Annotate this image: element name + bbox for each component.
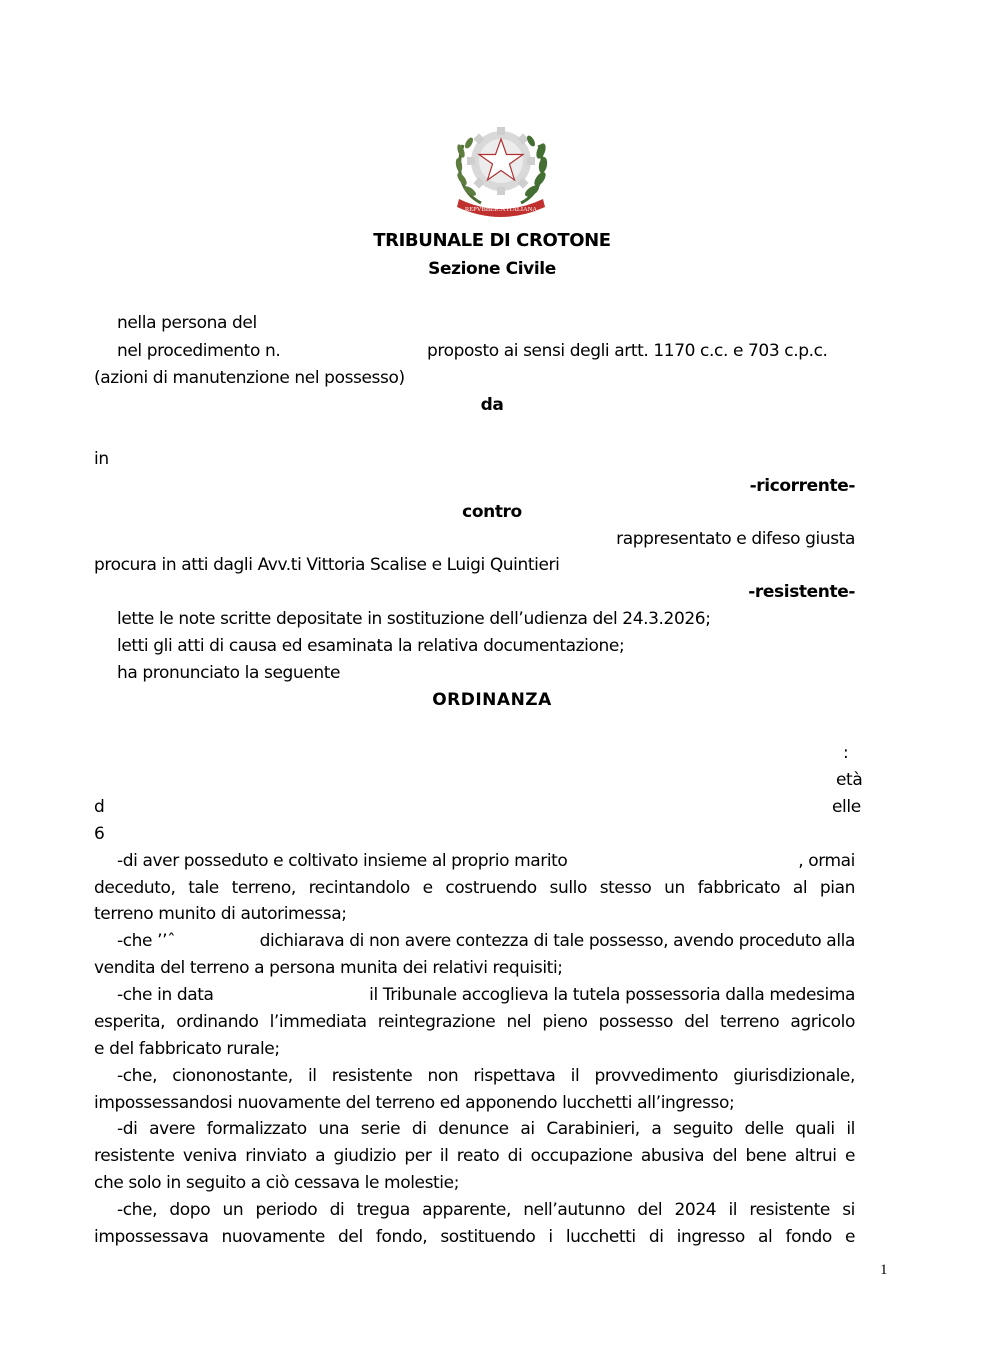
- body-line: che solo in seguito a ciò cessava le molestie;: [94, 1173, 460, 1193]
- emblem-ribbon-text: REPVBBLICA ITALIANA: [464, 206, 538, 213]
- redacted-fragment: :: [843, 743, 849, 763]
- resistente-representation: rappresentato e difeso giusta: [616, 529, 855, 549]
- preamble-line: letti gli atti di causa ed esaminata la relativa documentazione;: [117, 636, 625, 656]
- body-line: -che, ciononostante, il resistente non rispettava il provvedimento giurisdizionale,: [117, 1066, 855, 1086]
- intro-action-type: (azioni di manutenzione nel possesso): [94, 368, 405, 388]
- resistente-counsel: procura in atti dagli Avv.ti Vittoria Scalise e Luigi Quintieri: [94, 555, 560, 575]
- body-line: esperita, ordinando l’immediata reintegrazione nel pieno possesso del terreno agricolo: [94, 1012, 855, 1032]
- ordinanza-title: ORDINANZA: [432, 690, 552, 710]
- body-line: -di aver posseduto e coltivato insieme al proprio marito: [117, 851, 568, 871]
- body-line: -che, dopo un periodo di tregua apparente, nell’autunno del 2024 il resistente si: [117, 1200, 855, 1220]
- redacted-fragment: d: [94, 797, 105, 817]
- intro-proceeding-basis: proposto ai sensi degli artt. 1170 c.c. e 703 c.p.c.: [427, 341, 828, 361]
- party-da-label: da: [480, 395, 504, 415]
- page-number: 1: [880, 1262, 888, 1278]
- intro-judge-line: nella persona del: [117, 313, 257, 333]
- party-in-label: in: [94, 449, 109, 469]
- body-line: , ormai: [798, 851, 855, 871]
- preamble-line: lette le note scritte depositate in sostituzione dell’udienza del 24.3.2026;: [117, 609, 711, 629]
- body-line: deceduto, tale terreno, recintandolo e costruendo sullo stesso un fabbricato al pian: [94, 878, 855, 898]
- body-line: impossessava nuovamente del fondo, sostituendo i lucchetti di ingresso al fondo e: [94, 1227, 855, 1247]
- body-line: vendita del terreno a persona munita dei relativi requisiti;: [94, 958, 563, 978]
- body-line: -che in data: [117, 985, 214, 1005]
- body-line: impossessandosi nuovamente del terreno ed apponendo lucchetti all’ingresso;: [94, 1093, 735, 1113]
- body-line: -che ’’ˆ: [117, 931, 176, 951]
- party-contro-label: contro: [462, 502, 522, 522]
- court-name: TRIBUNALE DI CROTONE: [373, 230, 611, 251]
- redacted-fragment: elle: [832, 797, 861, 817]
- repubblica-italiana-emblem-icon: [451, 115, 551, 219]
- body-line: terreno munito di autorimessa;: [94, 904, 347, 924]
- resistente-label: -resistente-: [748, 582, 855, 602]
- ricorrente-label: -ricorrente-: [749, 476, 855, 496]
- court-section: Sezione Civile: [428, 259, 556, 279]
- redacted-fragment: 6: [94, 824, 105, 844]
- body-line: resistente veniva rinviato a giudizio per il reato di occupazione abusiva del bene altrui e: [94, 1146, 855, 1166]
- intro-proceeding-label: nel procedimento n.: [117, 341, 281, 361]
- body-line: e del fabbricato rurale;: [94, 1039, 280, 1059]
- body-line: il Tribunale accoglieva la tutela possessoria dalla medesima: [369, 985, 855, 1005]
- body-line: -di avere formalizzato una serie di denunce ai Carabinieri, a seguito delle quali il: [117, 1119, 855, 1139]
- preamble-line: ha pronunciato la seguente: [117, 663, 341, 683]
- body-line: dichiarava di non avere contezza di tale possesso, avendo proceduto alla: [259, 931, 855, 951]
- redacted-fragment: età: [836, 770, 863, 790]
